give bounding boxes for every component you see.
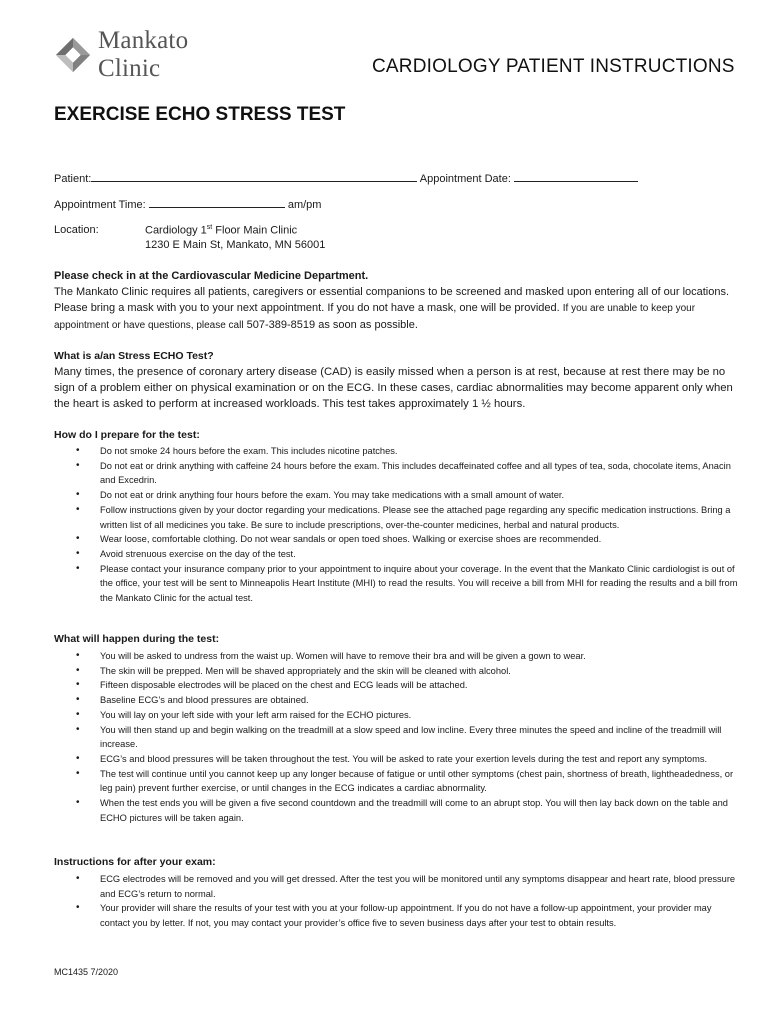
list-item: • The test will continue until you cannot keep up any longer because of fatigue or until other symptoms (chest pain, shortness of breath, lightheadedness, or leg pain) prevent further exercise, or until changes in the ECG indicates a cardiac abnormality. — [54, 767, 740, 796]
list-item: • Your provider will share the results of your test with you at your follow-up appointment. If you do not have a follow-up appointment, your provider may contact you by letter. If not, you may contact your provider’s office five to seven business days after your test to obtain results. — [54, 901, 740, 930]
prepare-list — [54, 444, 740, 606]
patient-label: Patient: — [54, 173, 92, 185]
location-line-2: 1230 E Main St, Mankato, MN 56001 — [145, 239, 326, 251]
what-is-text: Many times, the presence of coronary artery disease (CAD) is easily missed when a person is at rest, because at rest there may be no sign of a problem either on physical examination or on the ECG. In these cases, cardiac abnormalities may become apparent only when the heart is asked to perform at increased workloads. This test takes approximately 1 ½ hours. — [54, 366, 733, 410]
list-item: • Wear loose, comfortable clothing. Do not wear sandals or open toed shoes. Walking or exercise shoes are recommended. — [54, 532, 740, 547]
patient-blank[interactable] — [91, 171, 417, 182]
list-item: • Avoid strenuous exercise on the day of the test. — [54, 547, 740, 562]
list-item: • ECG’s and blood pressures will be taken throughout the test. You will be asked to rate your exertion levels during the test and report any symptoms. — [54, 752, 740, 767]
appointment-time-label: Appointment Time: — [54, 199, 146, 211]
checkin-heading: Please check in at the Cardiovascular Medicine Department. — [54, 270, 369, 282]
checkin-text-small: If you are unable to keep your appointment or have questions, please call — [54, 303, 696, 331]
after-heading: Instructions for after your exam: — [54, 856, 216, 868]
location-label: Location: — [54, 224, 99, 236]
clinic-logo — [54, 27, 254, 82]
list-item: • You will lay on your left side with your left arm raised for the ECHO pictures. — [54, 708, 740, 723]
logo-text: Mankato Clinic — [98, 27, 189, 82]
during-heading: What will happen during the test: — [54, 633, 220, 645]
diamond-logo-icon — [54, 35, 92, 75]
patient-line — [54, 171, 638, 185]
checkin-text-main: The Mankato Clinic requires all patients, caregivers or essential companions to be screened and masked upon entering all of our locations. Please bring a mask with you to your next appointment. If you do not have a mask, one will be provided. — [54, 286, 730, 314]
appointment-time-line — [54, 197, 321, 211]
list-item: • Do not smoke 24 hours before the exam. This includes nicotine patches. — [54, 444, 740, 459]
list-item: • The skin will be prepped. Men will be shaved appropriately and the skin will be cleaned with alcohol. — [54, 664, 740, 679]
appointment-time-blank[interactable] — [149, 197, 285, 208]
location-line-1-post: Floor Main Clinic — [212, 224, 298, 237]
location-line-1 — [145, 224, 297, 237]
ampm-label: am/pm — [287, 199, 322, 211]
test-title: EXERCISE ECHO STRESS TEST — [54, 104, 346, 125]
prepare-heading: How do I prepare for the test: — [54, 429, 200, 441]
appointment-date-blank[interactable] — [514, 171, 638, 182]
list-item: • Do not eat or drink anything four hours before the exam. You may take medications with a small amount of water. — [54, 488, 740, 503]
list-item: • Please contact your insurance company prior to your appointment to inquire about your coverage. In the event that the Mankato Clinic cardiologist is out of the office, your test will be sent to Minneapolis Heart Institute (MHI) to read the results. You will receive a bill from MHI for reading the results and a bill from the Mankato Clinic for the actual test. — [54, 562, 740, 606]
appointment-date-label: Appointment Date: — [419, 173, 511, 185]
during-list — [54, 649, 740, 825]
location-line-1-pre: Cardiology 1 — [145, 224, 207, 237]
list-item: • Follow instructions given by your doctor regarding your medications. Please see the attached page regarding any specific medication instructions. Bring a written list of all medicines you take. Be sure to include prescriptions, over-the-counter medicines, herbal and natural products. — [54, 503, 740, 532]
list-item: • Baseline ECG’s and blood pressures are obtained. — [54, 693, 740, 708]
what-is-heading: What is a/an Stress ECHO Test? — [54, 350, 214, 362]
checkin-text-end: as soon as possible. — [318, 319, 418, 331]
list-item: • You will be asked to undress from the waist up. Women will have to remove their bra and will be given a gown to wear. — [54, 649, 740, 664]
after-list — [54, 872, 740, 931]
checkin-section — [54, 268, 740, 334]
form-code: MC1435 7/2020 — [54, 967, 119, 977]
department-title: CARDIOLOGY PATIENT INSTRUCTIONS — [372, 56, 735, 77]
what-is-section — [54, 348, 740, 412]
list-item: • You will then stand up and begin walking on the treadmill at a slow speed and low incline. Every three minutes the speed and incline of the treadmill will increase. — [54, 723, 740, 752]
location-line-1-sup: st — [206, 224, 213, 231]
list-item: • ECG electrodes will be removed and you will get dressed. After the test you will be monitored until any symptoms disappear and heart rate, blood pressure and ECG’s return to normal. — [54, 872, 740, 901]
list-item: • Fifteen disposable electrodes will be placed on the chest and ECG leads will be attached. — [54, 678, 740, 693]
list-item: • Do not eat or drink anything with caffeine 24 hours before the exam. This includes decaffeinated coffee and all types of tea, soda, chocolate items, Anacin and Excedrin. — [54, 459, 740, 488]
checkin-text — [54, 284, 740, 334]
checkin-phone[interactable]: 507-389-8519 — [246, 319, 316, 331]
list-item: • When the test ends you will be given a five second countdown and the treadmill will come to an abrupt stop. You will then lay back down on the table and ECHO pictures will be taken again. — [54, 796, 740, 825]
